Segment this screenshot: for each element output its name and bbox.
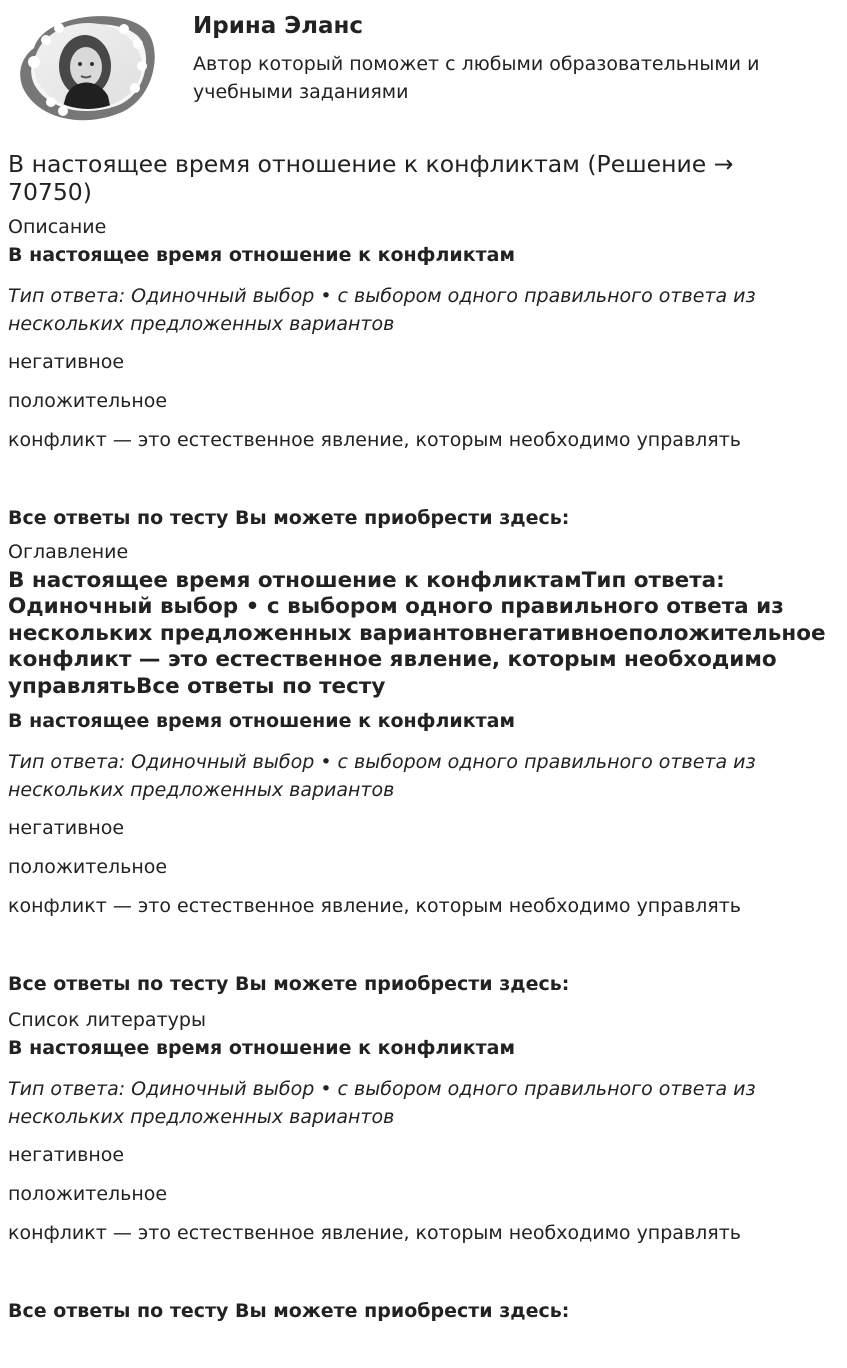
answer-option: негативное	[8, 817, 125, 840]
answer-option: положительное	[8, 1183, 168, 1206]
answer-option: конфликт — это естественное явление, которым необходимо управлять	[8, 1222, 741, 1245]
answer-option: негативное	[8, 1144, 125, 1167]
answer-option: конфликт — это естественное явление, которым необходимо управлять	[8, 895, 741, 918]
author-header	[8, 0, 839, 130]
answer-option: негативное	[8, 351, 125, 373]
literature-label: Список литературы	[8, 1009, 206, 1032]
question-title: В настоящее время отношение к конфликтам	[8, 244, 515, 266]
answer-option: положительное	[8, 856, 168, 879]
toc-label: Оглавление	[8, 541, 129, 563]
question-title: В настоящее время отношение к конфликтам	[8, 710, 515, 733]
buy-answers-text: Все ответы по тесту Вы можете приобрести здесь:	[8, 973, 570, 996]
toc-section	[8, 539, 839, 999]
buy-answers-text: Все ответы по тесту Вы можете приобрести здесь:	[8, 507, 570, 529]
author-avatar	[16, 6, 158, 126]
description-section	[8, 214, 839, 533]
toc-combined-text: В настоящее время отношение к конфликтамТип ответа: Одиночный выбор • с выбором одного правильного ответа из нескольких предложенных вариантовнегативноеположительное конфликт — это естественное явление, которым необходимо управлятьВсе ответы по тесту	[8, 568, 826, 699]
buy-answers-text: Все ответы по тесту Вы можете приобрести здесь:	[8, 1300, 570, 1323]
answer-option: конфликт — это естественное явление, которым необходимо управлять	[8, 429, 741, 451]
description-label: Описание	[8, 216, 107, 238]
answer-type: Тип ответа: Одиночный выбор • с выбором одного правильного ответа из нескольких предложенных вариантов	[8, 751, 756, 802]
page-title: В настоящее время отношение к конфликтам (Решение → 70750)	[8, 150, 734, 206]
question-title: В настоящее время отношение к конфликтам	[8, 1037, 515, 1060]
author-description: Автор который поможет с любыми образовательными и учебными заданиями	[193, 53, 760, 103]
answer-option: положительное	[8, 390, 168, 412]
answer-type: Тип ответа: Одиночный выбор • с выбором одного правильного ответа из нескольких предложенных вариантов	[8, 1078, 756, 1129]
answer-type: Тип ответа: Одиночный выбор • с выбором одного правильного ответа из нескольких предложенных вариантов	[8, 285, 756, 335]
literature-section	[8, 1007, 839, 1326]
author-name: Ирина Эланс	[193, 13, 364, 39]
